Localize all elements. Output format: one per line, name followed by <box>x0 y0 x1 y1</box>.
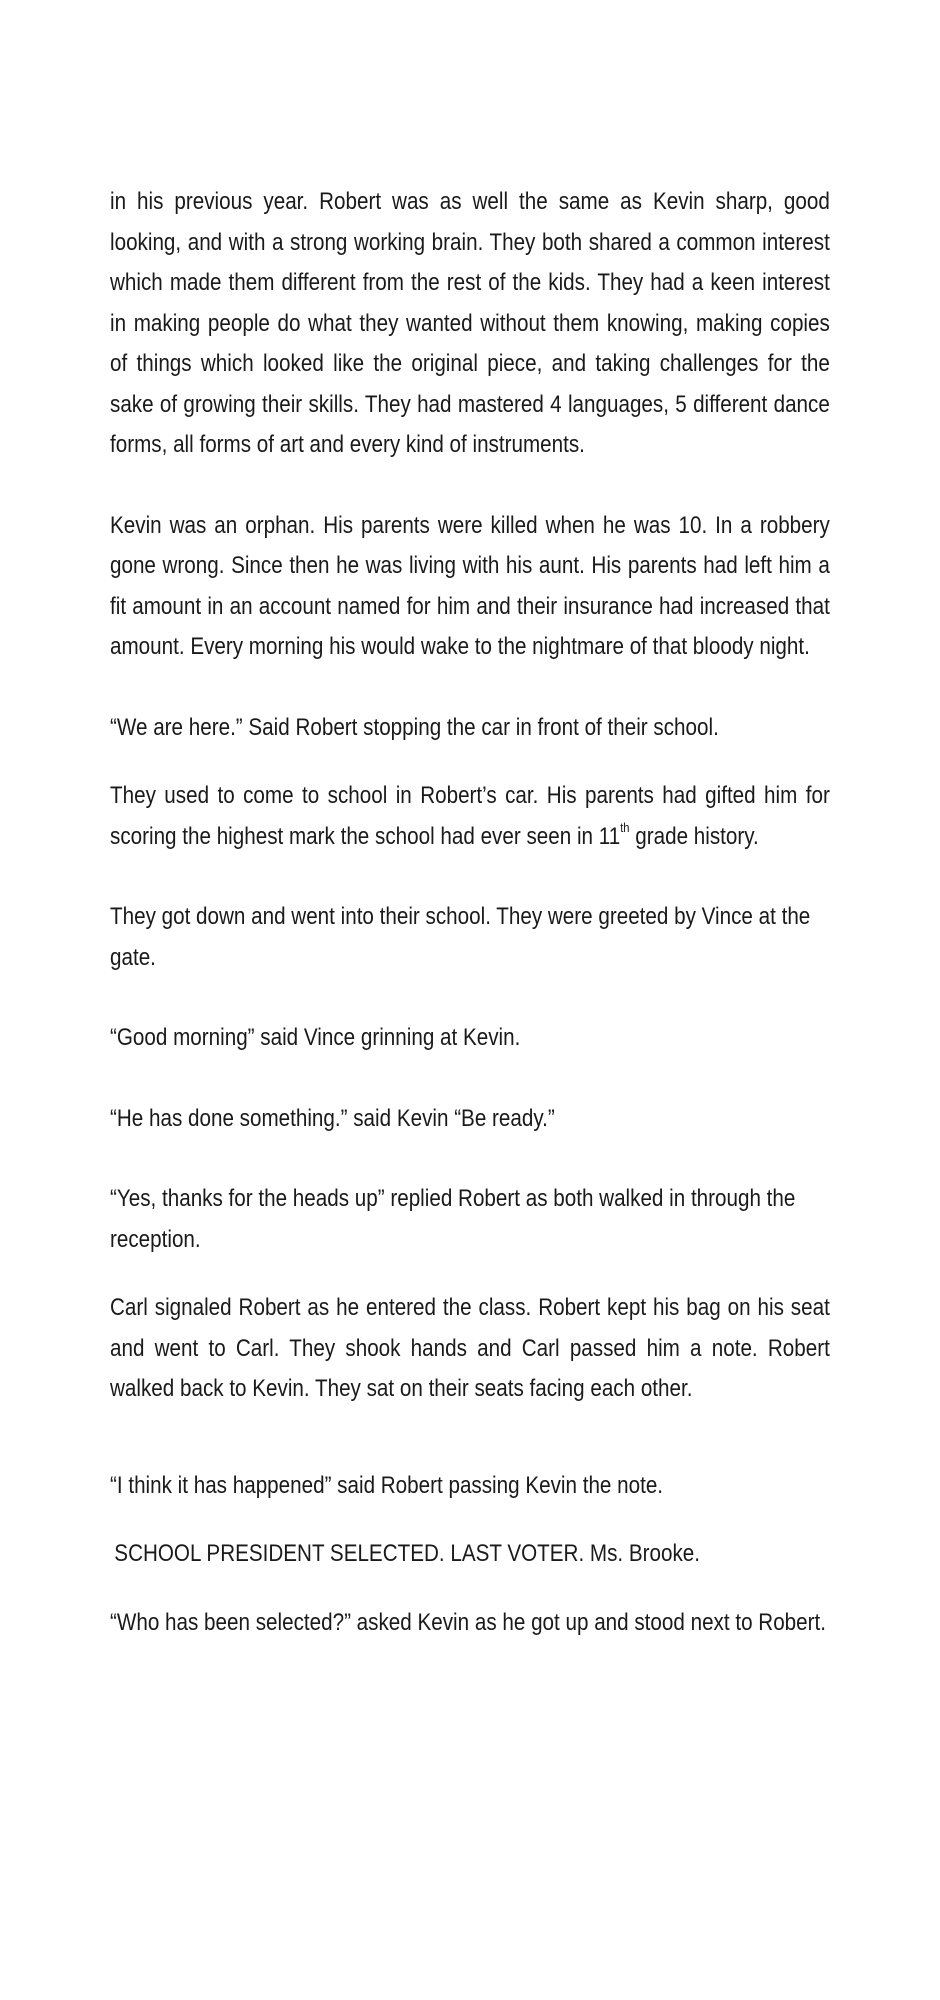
paragraph-robert-kevin-skills: in his previous year. Robert was as well the same as Kevin sharp, good looking, and with a strong working brain. They both shared a common interest which made them different from the rest of the kids. They had a keen interest in making people do what they wanted without them knowing, making copies of things which looked like the original piece, and taking challenges for the sake of growing their skills. They had mastered 4 languages, 5 different dance forms, all forms of art and every kind of instruments. <box>110 188 830 458</box>
superscript-th: th <box>620 819 630 835</box>
paragraph-done-something: “He has done something.” said Kevin “Be ready.” <box>110 1104 555 1132</box>
paragraph-carl-note: Carl signaled Robert as he entered the class. Robert kept his bag on his seat and went to Carl. They shook hands and Carl passed him a note. Robert walked back to Kevin. They sat on their seats facing each other. <box>110 1294 830 1402</box>
story-text <box>110 182 830 1671</box>
paragraph-good-morning: “Good morning” said Vince grinning at Kevin. <box>110 1024 521 1051</box>
paragraph-it-has-happened: “I think it has happened” said Robert passing Kevin the note. <box>110 1471 664 1499</box>
paragraph-roberts-car-end: grade history. <box>629 822 759 850</box>
paragraph-roberts-car <box>110 776 830 857</box>
paragraph-who-selected: “Who has been selected?” asked Kevin as he got up and stood next to Robert. <box>110 1608 826 1636</box>
paragraph-kevin-orphan: Kevin was an orphan. His parents were killed when he was 10. In a robbery gone wrong. Since then he was living with his aunt. His parents had left him a fit amount in an account named for him and their insurance had increased that amount. Every morning his would wake to the nightmare of that bloody night. <box>110 511 830 660</box>
paragraph-we-are-here: “We are here.” Said Robert stopping the car in front of their school. <box>110 713 719 741</box>
note-school-president: SCHOOL PRESIDENT SELECTED. LAST VOTER. Ms. Brooke. <box>114 1540 701 1567</box>
paragraph-roberts-car-text: They used to come to school in Robert’s car. His parents had gifted him for scoring the highest mark the school had ever seen in 11 <box>110 782 830 850</box>
paragraph-heads-up: “Yes, thanks for the heads up” replied Robert as both walked in through the reception. <box>110 1185 796 1253</box>
paragraph-greeted-by-vince: They got down and went into their school. They were greeted by Vince at the gate. <box>110 903 811 971</box>
